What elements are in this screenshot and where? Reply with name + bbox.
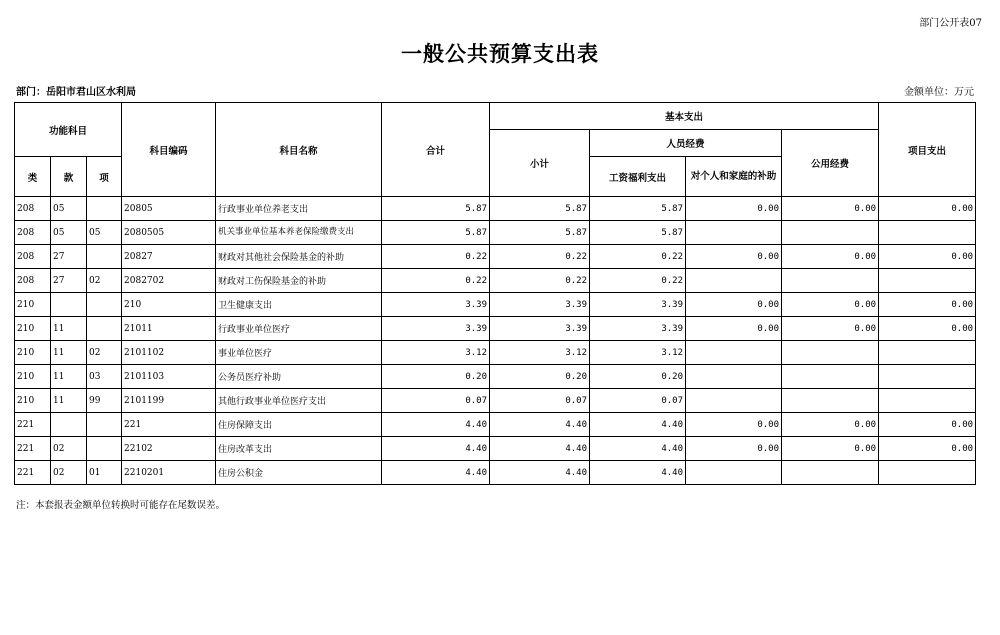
table-row xyxy=(15,317,976,341)
row-salary-cell: 0.22 xyxy=(590,269,686,293)
row-public-cell: 0.00 xyxy=(782,413,879,437)
row-subtotal-cell: 3.39 xyxy=(490,317,590,341)
row-project-cell xyxy=(879,389,976,413)
table-row xyxy=(15,269,976,293)
row-family-cell: 0.00 xyxy=(686,293,782,317)
row-project-cell xyxy=(879,461,976,485)
row-subtotal-cell: 3.12 xyxy=(490,341,590,365)
row-xiang-cell xyxy=(87,413,122,437)
row-xiang-cell xyxy=(87,197,122,221)
row-name-cell: 公务员医疗补助 xyxy=(216,365,382,389)
footnote: 注：本套报表金额单位转换时可能存在尾数误差。 xyxy=(16,500,226,511)
row-name-cell: 住房保障支出 xyxy=(216,413,382,437)
header-subject-name: 科目名称 xyxy=(216,103,382,197)
table-row xyxy=(15,437,976,461)
row-class-cell: 208 xyxy=(15,245,51,269)
row-project-cell: 0.00 xyxy=(879,413,976,437)
row-family-cell: 0.00 xyxy=(686,437,782,461)
row-total-cell: 0.22 xyxy=(382,245,490,269)
row-project-cell: 0.00 xyxy=(879,197,976,221)
row-total-cell: 4.40 xyxy=(382,413,490,437)
row-public-cell: 0.00 xyxy=(782,293,879,317)
row-public-cell xyxy=(782,461,879,485)
row-public-cell: 0.00 xyxy=(782,437,879,461)
row-name-cell: 事业单位医疗 xyxy=(216,341,382,365)
row-subtotal-cell: 0.22 xyxy=(490,269,590,293)
row-project-cell: 0.00 xyxy=(879,437,976,461)
header-kuan: 款 xyxy=(51,157,87,197)
row-total-cell: 3.39 xyxy=(382,317,490,341)
row-salary-cell: 5.87 xyxy=(590,197,686,221)
row-xiang-cell xyxy=(87,293,122,317)
table-row xyxy=(15,293,976,317)
row-total-cell: 3.39 xyxy=(382,293,490,317)
row-salary-cell: 3.39 xyxy=(590,317,686,341)
row-code-cell: 221 xyxy=(122,413,216,437)
row-xiang-cell: 02 xyxy=(87,341,122,365)
row-class-cell: 221 xyxy=(15,437,51,461)
row-code-cell: 2210201 xyxy=(122,461,216,485)
table-row xyxy=(15,341,976,365)
row-kuan-cell: 02 xyxy=(51,461,87,485)
row-kuan-cell: 11 xyxy=(51,365,87,389)
header-family-subsidy: 对个人和家庭的补助 xyxy=(686,157,782,197)
row-public-cell xyxy=(782,221,879,245)
row-code-cell: 2080505 xyxy=(122,221,216,245)
row-total-cell: 0.20 xyxy=(382,365,490,389)
row-total-cell: 0.22 xyxy=(382,269,490,293)
row-code-cell: 2101102 xyxy=(122,341,216,365)
row-salary-cell: 0.22 xyxy=(590,245,686,269)
row-xiang-cell: 99 xyxy=(87,389,122,413)
row-xiang-cell xyxy=(87,245,122,269)
row-name-cell: 机关事业单位基本养老保险缴费支出 xyxy=(216,221,382,245)
row-salary-cell: 3.39 xyxy=(590,293,686,317)
row-code-cell: 2101199 xyxy=(122,389,216,413)
row-kuan-cell: 11 xyxy=(51,389,87,413)
table-row xyxy=(15,365,976,389)
row-salary-cell: 4.40 xyxy=(590,413,686,437)
row-xiang-cell xyxy=(87,437,122,461)
row-total-cell: 5.87 xyxy=(382,221,490,245)
header-public-expenses: 公用经费 xyxy=(782,130,879,197)
row-xiang-cell: 01 xyxy=(87,461,122,485)
row-kuan-cell: 11 xyxy=(51,341,87,365)
row-name-cell: 住房改革支出 xyxy=(216,437,382,461)
row-kuan-cell xyxy=(51,293,87,317)
row-family-cell: 0.00 xyxy=(686,317,782,341)
row-subtotal-cell: 5.87 xyxy=(490,221,590,245)
row-total-cell: 0.07 xyxy=(382,389,490,413)
header-salary-welfare: 工资福利支出 xyxy=(590,157,686,197)
header-subject-code: 科目编码 xyxy=(122,103,216,197)
row-total-cell: 4.40 xyxy=(382,461,490,485)
row-class-cell: 221 xyxy=(15,413,51,437)
row-name-cell: 行政事业单位养老支出 xyxy=(216,197,382,221)
row-project-cell xyxy=(879,365,976,389)
row-total-cell: 4.40 xyxy=(382,437,490,461)
row-project-cell: 0.00 xyxy=(879,245,976,269)
row-project-cell: 0.00 xyxy=(879,293,976,317)
row-public-cell: 0.00 xyxy=(782,245,879,269)
row-xiang-cell: 02 xyxy=(87,269,122,293)
row-subtotal-cell: 3.39 xyxy=(490,293,590,317)
row-family-cell xyxy=(686,269,782,293)
table-row xyxy=(15,197,976,221)
header-function-subject: 功能科目 xyxy=(15,103,122,157)
row-subtotal-cell: 5.87 xyxy=(490,197,590,221)
row-code-cell: 210 xyxy=(122,293,216,317)
row-name-cell: 财政对其他社会保险基金的补助 xyxy=(216,245,382,269)
row-name-cell: 财政对工伤保险基金的补助 xyxy=(216,269,382,293)
row-project-cell: 0.00 xyxy=(879,317,976,341)
header-basic-expenditure: 基本支出 xyxy=(490,103,879,130)
row-name-cell: 住房公积金 xyxy=(216,461,382,485)
form-number: 部门公开表07 xyxy=(919,18,982,29)
row-kuan-cell: 05 xyxy=(51,221,87,245)
row-subtotal-cell: 0.22 xyxy=(490,245,590,269)
row-project-cell xyxy=(879,221,976,245)
row-public-cell xyxy=(782,389,879,413)
row-project-cell xyxy=(879,341,976,365)
row-salary-cell: 4.40 xyxy=(590,461,686,485)
row-total-cell: 3.12 xyxy=(382,341,490,365)
budget-table xyxy=(14,102,976,485)
row-xiang-cell xyxy=(87,317,122,341)
row-family-cell xyxy=(686,341,782,365)
row-salary-cell: 3.12 xyxy=(590,341,686,365)
row-class-cell: 210 xyxy=(15,341,51,365)
row-public-cell xyxy=(782,341,879,365)
row-code-cell: 2082702 xyxy=(122,269,216,293)
table-row xyxy=(15,221,976,245)
row-public-cell xyxy=(782,365,879,389)
row-family-cell: 0.00 xyxy=(686,413,782,437)
row-family-cell xyxy=(686,221,782,245)
table-row xyxy=(15,413,976,437)
row-kuan-cell: 11 xyxy=(51,317,87,341)
table-row xyxy=(15,389,976,413)
row-total-cell: 5.87 xyxy=(382,197,490,221)
row-salary-cell: 4.40 xyxy=(590,437,686,461)
row-class-cell: 221 xyxy=(15,461,51,485)
department-label: 部门：岳阳市君山区水利局 xyxy=(16,87,136,98)
row-class-cell: 210 xyxy=(15,317,51,341)
row-name-cell: 行政事业单位医疗 xyxy=(216,317,382,341)
header-total: 合计 xyxy=(382,103,490,197)
table-row xyxy=(15,245,976,269)
row-subtotal-cell: 0.07 xyxy=(490,389,590,413)
row-class-cell: 210 xyxy=(15,389,51,413)
row-name-cell: 其他行政事业单位医疗支出 xyxy=(216,389,382,413)
row-project-cell xyxy=(879,269,976,293)
row-code-cell: 2101103 xyxy=(122,365,216,389)
row-kuan-cell: 27 xyxy=(51,245,87,269)
row-kuan-cell: 27 xyxy=(51,269,87,293)
row-salary-cell: 0.20 xyxy=(590,365,686,389)
amount-unit-label: 金额单位：万元 xyxy=(904,87,974,98)
header-project-expenditure: 项目支出 xyxy=(879,103,976,197)
row-family-cell xyxy=(686,365,782,389)
row-public-cell: 0.00 xyxy=(782,197,879,221)
page-title: 一般公共预算支出表 xyxy=(401,41,599,66)
row-salary-cell: 5.87 xyxy=(590,221,686,245)
row-name-cell: 卫生健康支出 xyxy=(216,293,382,317)
table-row xyxy=(15,461,976,485)
row-class-cell: 208 xyxy=(15,221,51,245)
row-family-cell xyxy=(686,389,782,413)
row-subtotal-cell: 4.40 xyxy=(490,437,590,461)
row-salary-cell: 0.07 xyxy=(590,389,686,413)
row-code-cell: 21011 xyxy=(122,317,216,341)
header-personnel-expenses: 人员经费 xyxy=(590,130,782,157)
row-family-cell xyxy=(686,461,782,485)
header-subtotal: 小计 xyxy=(490,130,590,197)
row-kuan-cell: 05 xyxy=(51,197,87,221)
header-class: 类 xyxy=(15,157,51,197)
row-kuan-cell xyxy=(51,413,87,437)
row-subtotal-cell: 0.20 xyxy=(490,365,590,389)
row-xiang-cell: 03 xyxy=(87,365,122,389)
header-xiang: 项 xyxy=(87,157,122,197)
row-class-cell: 208 xyxy=(15,269,51,293)
row-public-cell xyxy=(782,269,879,293)
row-code-cell: 22102 xyxy=(122,437,216,461)
row-code-cell: 20827 xyxy=(122,245,216,269)
row-family-cell: 0.00 xyxy=(686,197,782,221)
row-class-cell: 210 xyxy=(15,293,51,317)
row-family-cell: 0.00 xyxy=(686,245,782,269)
row-class-cell: 208 xyxy=(15,197,51,221)
row-code-cell: 20805 xyxy=(122,197,216,221)
row-xiang-cell: 05 xyxy=(87,221,122,245)
row-public-cell: 0.00 xyxy=(782,317,879,341)
row-kuan-cell: 02 xyxy=(51,437,87,461)
row-subtotal-cell: 4.40 xyxy=(490,461,590,485)
row-subtotal-cell: 4.40 xyxy=(490,413,590,437)
row-class-cell: 210 xyxy=(15,365,51,389)
